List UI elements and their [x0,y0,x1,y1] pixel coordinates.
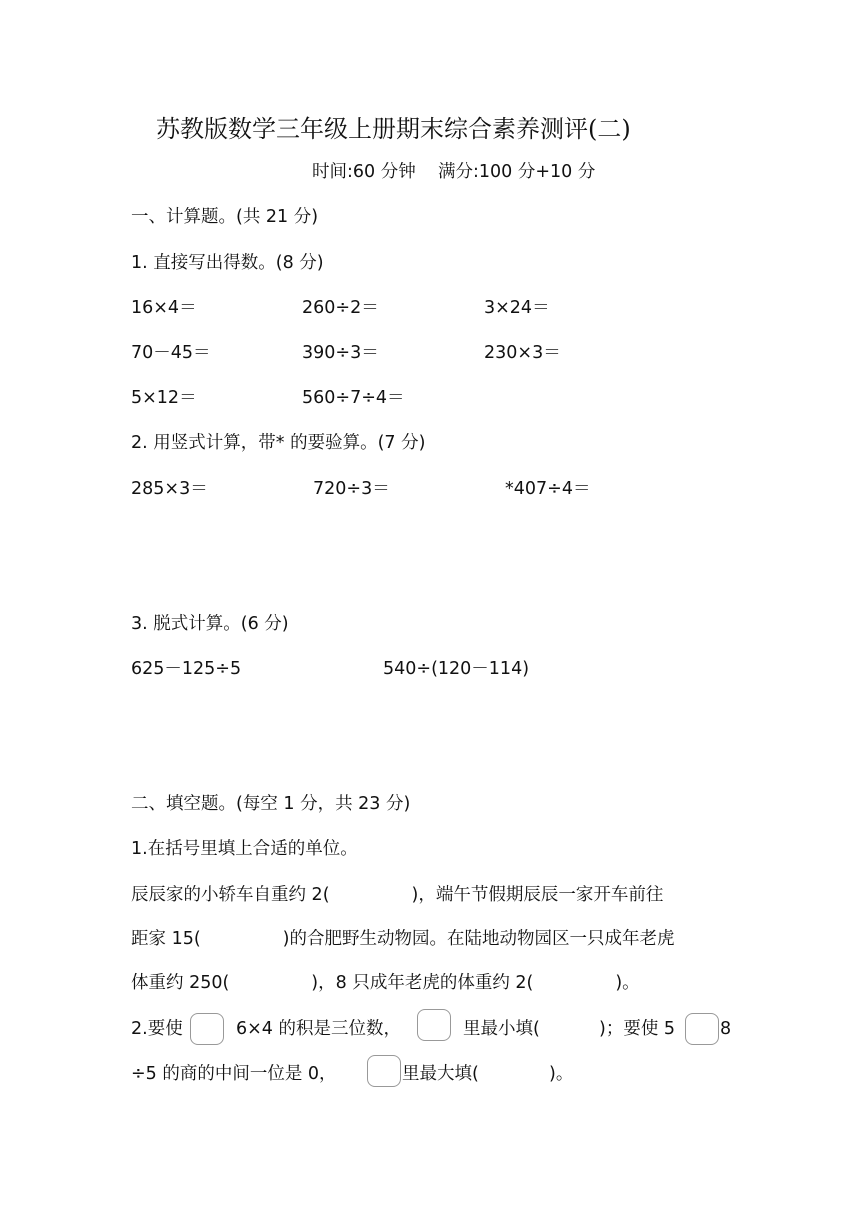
section-heading-calculation: 一、计算题。(共 21 分) [131,207,319,227]
paragraph-line: 距家 15( )的合肥野生动物园。在陆地动物园区一只成年老虎 [131,929,675,949]
vertical-calc-item: 720÷3＝ [313,479,390,499]
paragraph-line: 辰辰家的小轿车自重约 2( )，端午节假期辰辰一家开车前往 [131,885,664,905]
digit-box[interactable] [685,1013,719,1045]
q2-text-e: 8 [720,1019,732,1039]
oral-calc-item: 5×12＝ [131,388,197,408]
digit-box[interactable] [190,1013,224,1045]
question-label: 2. 用竖式计算，带* 的要验算。(7 分) [131,433,426,453]
oral-calc-item: 230×3＝ [484,343,561,363]
q2-text-a: 2.要使 [131,1019,183,1039]
q2-text-f: ÷5 的商的中间一位是 0， [131,1064,337,1084]
step-calc-item: 540÷(120－114) [383,659,530,679]
section-heading-fill-blank: 二、填空题。(每空 1 分，共 23 分) [131,794,411,814]
vertical-calc-item: *407÷4＝ [505,479,591,499]
step-calc-item: 625－125÷5 [131,659,242,679]
q2-text-h: )。 [549,1064,574,1084]
question-label: 1. 直接写出得数。(8 分) [131,253,324,273]
digit-box[interactable] [417,1009,451,1041]
vertical-calc-item: 285×3＝ [131,479,208,499]
question-label: 1.在括号里填上合适的单位。 [131,839,358,859]
q2-text-c: 里最小填( [463,1019,540,1039]
digit-box[interactable] [367,1055,401,1087]
oral-calc-item: 16×4＝ [131,298,197,318]
oral-calc-item: 390÷3＝ [302,343,379,363]
oral-calc-item: 70－45＝ [131,343,211,363]
oral-calc-item: 3×24＝ [484,298,550,318]
page-subtitle: 时间:60 分钟 满分:100 分+10 分 [312,162,596,182]
q2-text-b: 6×4 的积是三位数， [236,1019,401,1039]
question-label: 3. 脱式计算。(6 分) [131,614,289,634]
q2-text-g: 里最大填( [402,1064,479,1084]
page-title: 苏教版数学三年级上册期末综合素养测评(二) [156,115,631,143]
oral-calc-item: 560÷7÷4＝ [302,388,405,408]
paragraph-line: 体重约 250( )，8 只成年老虎的体重约 2( )。 [131,973,640,993]
q2-text-d: )；要使 5 [599,1019,676,1039]
oral-calc-item: 260÷2＝ [302,298,379,318]
